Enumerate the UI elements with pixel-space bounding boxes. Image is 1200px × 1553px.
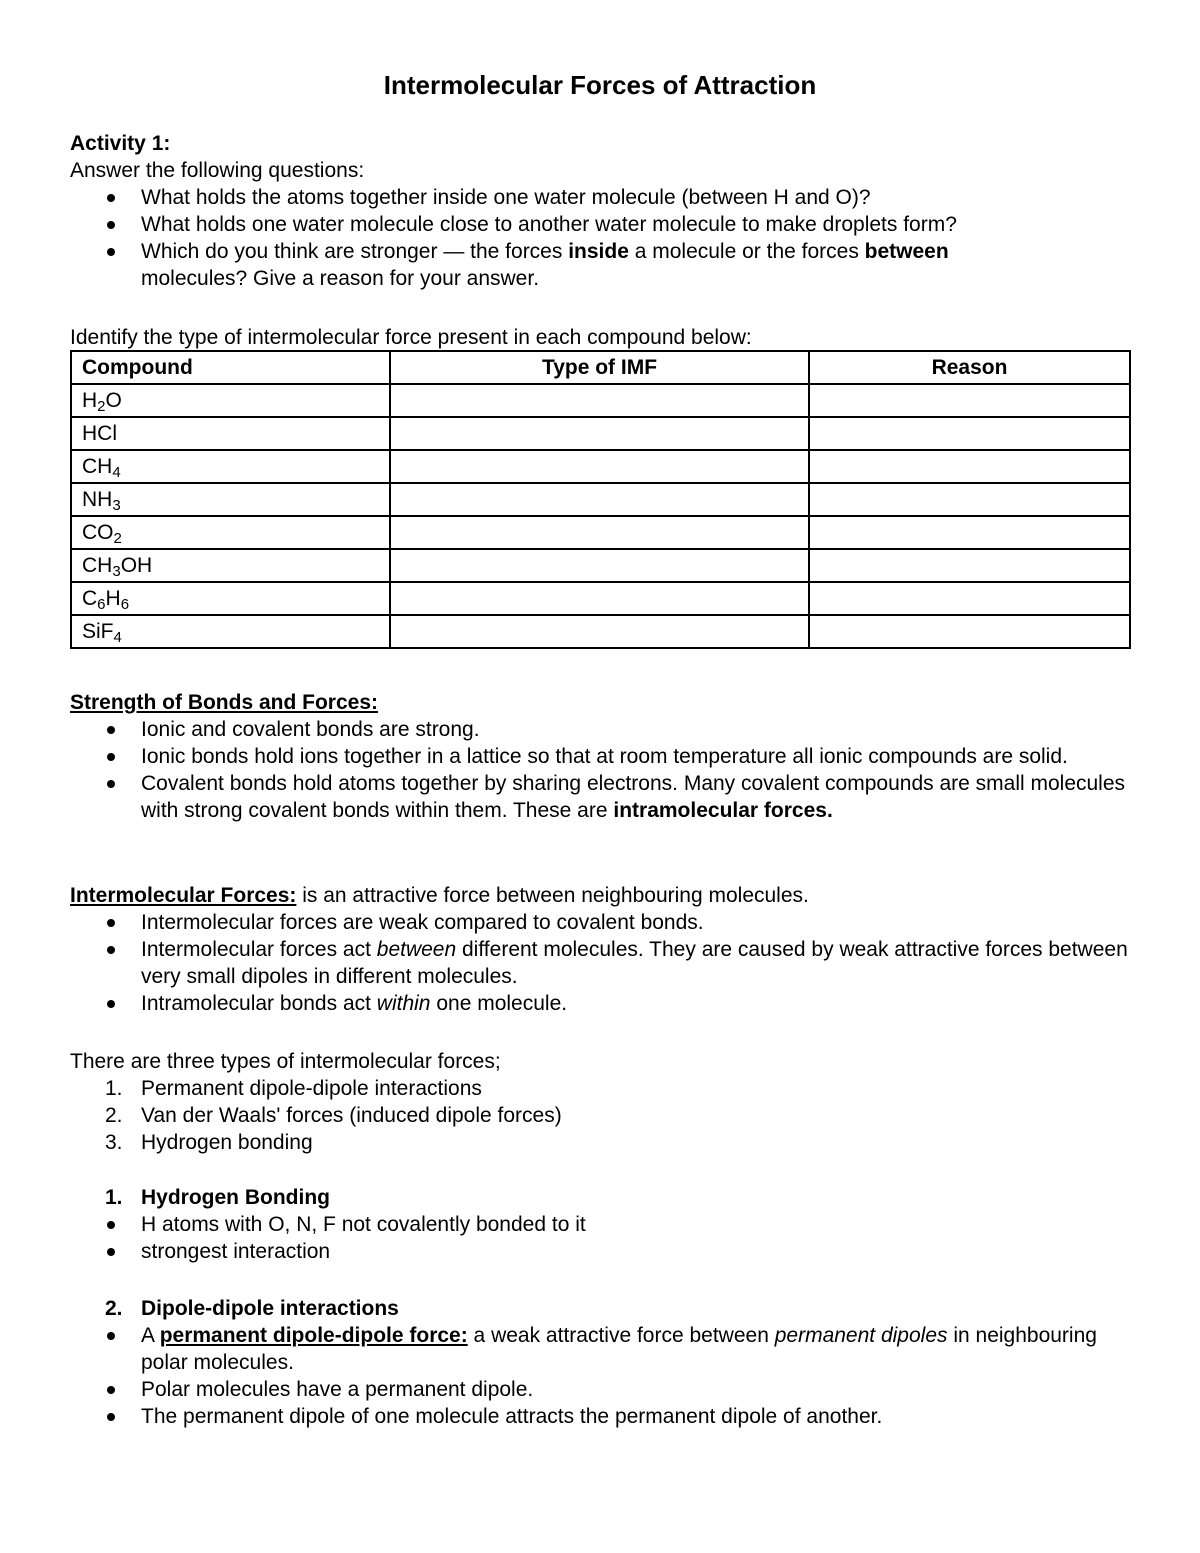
reason-cell[interactable]	[809, 615, 1130, 648]
imf-section	[70, 882, 1140, 1017]
activity-section	[70, 130, 1140, 292]
compound-cell: SiF$_4$	[71, 615, 390, 648]
header-compound: Compound	[71, 351, 390, 384]
imf-item: Intramolecular bonds act within one molecule.	[70, 990, 1140, 1017]
compound-cell: $NH_3$	[71, 483, 390, 516]
reason-cell[interactable]	[809, 483, 1130, 516]
strength-section	[70, 689, 1140, 824]
table-row	[71, 549, 1130, 582]
table-row	[71, 417, 1130, 450]
table-row	[71, 384, 1130, 417]
hbond-section	[70, 1184, 1140, 1265]
question-3: Which do you think are stronger — the forces inside a molecule or the forces between molecules? Give a reason for your answer.	[70, 238, 1140, 292]
imf-table	[70, 350, 1131, 649]
question-2: What holds one water molecule close to another water molecule to make droplets form?	[70, 211, 1140, 238]
compound-cell: $H_2O$	[71, 384, 390, 417]
type-item: 3. Hydrogen bonding	[105, 1131, 313, 1154]
type-of-imf-cell[interactable]	[390, 615, 809, 648]
reason-cell[interactable]	[809, 582, 1130, 615]
table-header-row	[71, 351, 1130, 384]
strength-list	[70, 716, 1140, 824]
table-intro: Identify the type of intermolecular force present in each compound below:	[70, 326, 752, 349]
types-list	[70, 1075, 1140, 1156]
reason-cell[interactable]	[809, 417, 1130, 450]
compound-cell: HCl	[71, 417, 390, 450]
strength-item: Ionic and covalent bonds are strong.	[70, 716, 1140, 743]
reason-cell[interactable]	[809, 516, 1130, 549]
header-type-of-imf: Type of IMF	[390, 351, 809, 384]
types-intro: There are three types of intermolecular forces;	[70, 1050, 501, 1073]
page-title: Intermolecular Forces of Attraction	[383, 70, 817, 100]
strength-heading: Strength of Bonds and Forces:	[70, 691, 379, 714]
type-item: 2. Van der Waals' forces (induced dipole forces)	[105, 1104, 562, 1127]
type-of-imf-cell[interactable]	[390, 516, 809, 549]
dipole-section	[70, 1295, 1140, 1430]
activity-heading: Activity 1:	[70, 132, 171, 155]
table-row	[71, 582, 1130, 615]
strength-item: Ionic bonds hold ions together in a lattice so that at room temperature all ionic compounds are solid.	[70, 743, 1140, 770]
type-item: 1. Permanent dipole-dipole interactions	[105, 1077, 482, 1100]
table-row	[71, 483, 1130, 516]
imf-list	[70, 909, 1140, 1017]
hbond-list	[70, 1211, 1140, 1265]
hbond-item: strongest interaction	[70, 1238, 1140, 1265]
hbond-item: H atoms with O, N, F not covalently bonded to it	[70, 1211, 1140, 1238]
compound-cell: $C_6H_6$	[71, 582, 390, 615]
type-of-imf-cell[interactable]	[390, 483, 809, 516]
types-section	[70, 1048, 1140, 1156]
dipole-item: A permanent dipole-dipole force: a weak attractive force between permanent dipoles in neighbouring polar molecules.	[70, 1322, 1140, 1376]
imf-definition-line: Intermolecular Forces: is an attractive force between neighbouring molecules.	[70, 884, 809, 907]
dipole-item: The permanent dipole of one molecule attracts the permanent dipole of another.	[70, 1403, 1140, 1430]
reason-cell[interactable]	[809, 384, 1130, 417]
dipole-heading: 2. Dipole-dipole interactions	[105, 1297, 399, 1320]
table-row	[71, 450, 1130, 483]
hbond-heading: 1. Hydrogen Bonding	[105, 1186, 330, 1209]
question-list	[70, 184, 1140, 292]
header-reason: Reason	[809, 351, 1130, 384]
compound-cell: $CH_4$	[71, 450, 390, 483]
strength-item: Covalent bonds hold atoms together by sharing electrons. Many covalent compounds are small molecules with strong covalent bonds within them. These are intramolecular forces.	[70, 770, 1140, 824]
reason-cell[interactable]	[809, 549, 1130, 582]
imf-heading: Intermolecular Forces:	[70, 884, 297, 907]
type-of-imf-cell[interactable]	[390, 384, 809, 417]
type-of-imf-cell[interactable]	[390, 582, 809, 615]
dipole-list	[70, 1322, 1140, 1430]
type-of-imf-cell[interactable]	[390, 549, 809, 582]
dipole-item: Polar molecules have a permanent dipole.	[70, 1376, 1140, 1403]
type-of-imf-cell[interactable]	[390, 417, 809, 450]
imf-item: Intermolecular forces act between different molecules. They are caused by weak attractive forces between very small dipoles in different molecules.	[70, 936, 1140, 990]
type-of-imf-cell[interactable]	[390, 450, 809, 483]
table-row	[71, 516, 1130, 549]
imf-item: Intermolecular forces are weak compared to covalent bonds.	[70, 909, 1140, 936]
reason-cell[interactable]	[809, 450, 1130, 483]
compound-cell: $CH_3OH$	[71, 549, 390, 582]
question-1: What holds the atoms together inside one water molecule (between H and O)?	[70, 184, 1140, 211]
activity-prompt: Answer the following questions:	[70, 159, 365, 182]
table-row	[71, 615, 1130, 648]
compound-cell: $CO_2$	[71, 516, 390, 549]
